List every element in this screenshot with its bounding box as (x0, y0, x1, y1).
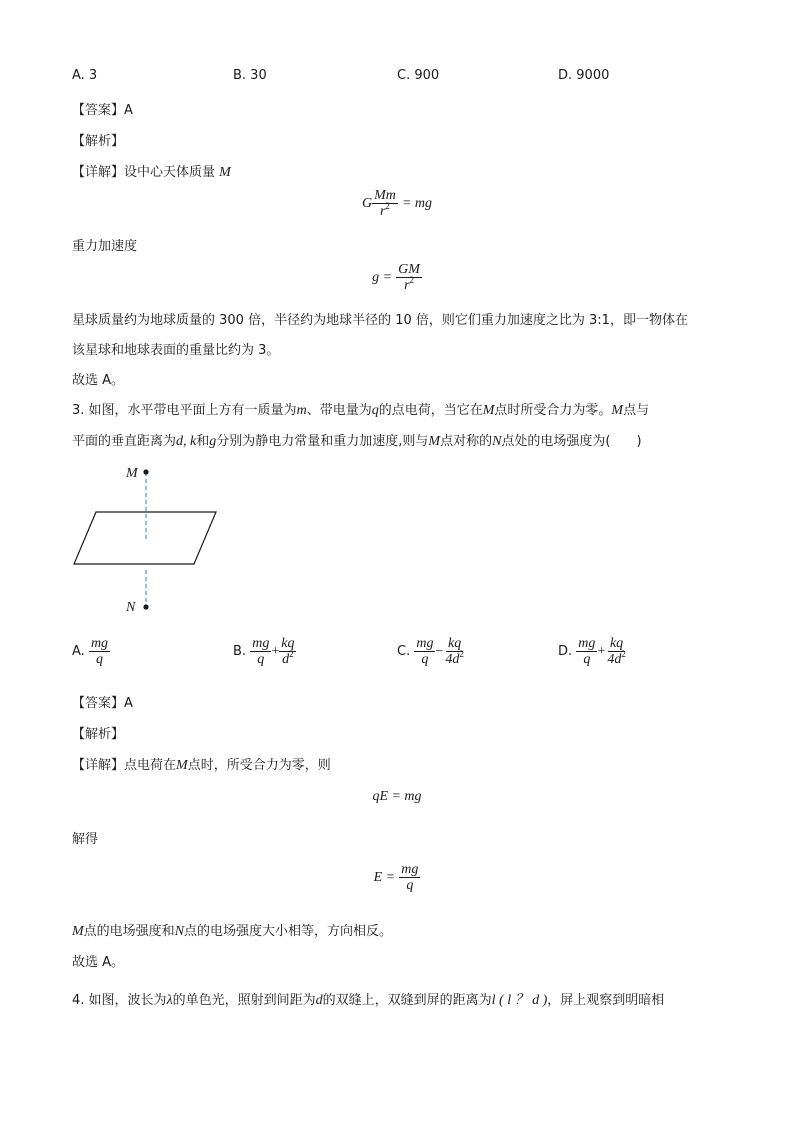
q2-detail: 【详解】设中心天体质量 M (72, 165, 231, 180)
q3-equation-2: E = $\frac{mg}{q}$ (373, 862, 419, 893)
q3-conclusion: 故选 A。 (72, 955, 125, 970)
q3-analysis-tag: 【解析】 (72, 727, 125, 742)
q3-solve-label: 解得 (72, 832, 99, 847)
q3-equation-1: qE = mg (372, 789, 422, 804)
q2-equation-2: g = $\frac{GM}{r^2}$ (372, 262, 420, 293)
point-m-label: M (126, 466, 138, 481)
q4-stem-line1: 4. 如图，波长为λ的单色光，照射到间距为d的双缝上，双缝到屏的距离为l ( l ？ d )，屏上观察到明暗相 (72, 993, 665, 1008)
q2-option-b: B. 30 (233, 68, 267, 83)
q3-stem-line2: 平面的垂直距离为d, k和g分别为静电力常量和重力加速度,则与M点对称的N点处的电场强度为( ) (72, 434, 642, 449)
q3-conclusion-line: M点的电场强度和N点的电场强度大小相等，方向相反。 (72, 924, 393, 939)
q2-paragraph-line2: 该星球和地球表面的重量比约为 3。 (72, 343, 280, 358)
q2-conclusion: 故选 A。 (72, 373, 125, 388)
charged-plane (74, 512, 216, 564)
q2-paragraph-line1: 星球质量约为地球质量的 300 倍，半径约为地球半径的 10 倍，则它们重力加速度之比为 3:1，即一物体在 (72, 313, 688, 328)
q3-option-a: A. $\frac{mg}{q}$ (72, 636, 109, 667)
point-n-label: N (126, 600, 136, 615)
point-m-dot (143, 469, 148, 474)
q3-detail: 【详解】点电荷在M点时，所受合力为零，则 (72, 758, 331, 773)
q2-option-a: A. 3 (72, 68, 98, 83)
q2-answer: 【答案】A (72, 103, 133, 118)
q3-option-d: D. $\frac{mg}{q}$ + $\frac{kq}{4d^2}$ (558, 636, 626, 667)
q3-option-c: C. $\frac{mg}{q}$ − $\frac{kq}{4d^2}$ (397, 636, 464, 667)
q3-option-b: B. $\frac{mg}{q}$ + $\frac{kq}{d^2}$ (233, 636, 295, 667)
q2-analysis-tag: 【解析】 (72, 134, 125, 149)
q2-option-c: C. 900 (397, 68, 440, 83)
q3-figure (66, 460, 226, 620)
point-n-dot (143, 604, 148, 609)
q3-answer: 【答案】A (72, 696, 133, 711)
q2-gravity-label: 重力加速度 (72, 239, 138, 254)
q3-stem-line1: 3. 如图，水平带电平面上方有一质量为m、带电量为q的点电荷，当它在M点时所受合力为零。M点与 (72, 403, 650, 418)
q2-equation-1: G $\frac{Mm}{r^2}$ = mg (361, 188, 433, 219)
q2-option-d: D. 9000 (558, 68, 610, 83)
